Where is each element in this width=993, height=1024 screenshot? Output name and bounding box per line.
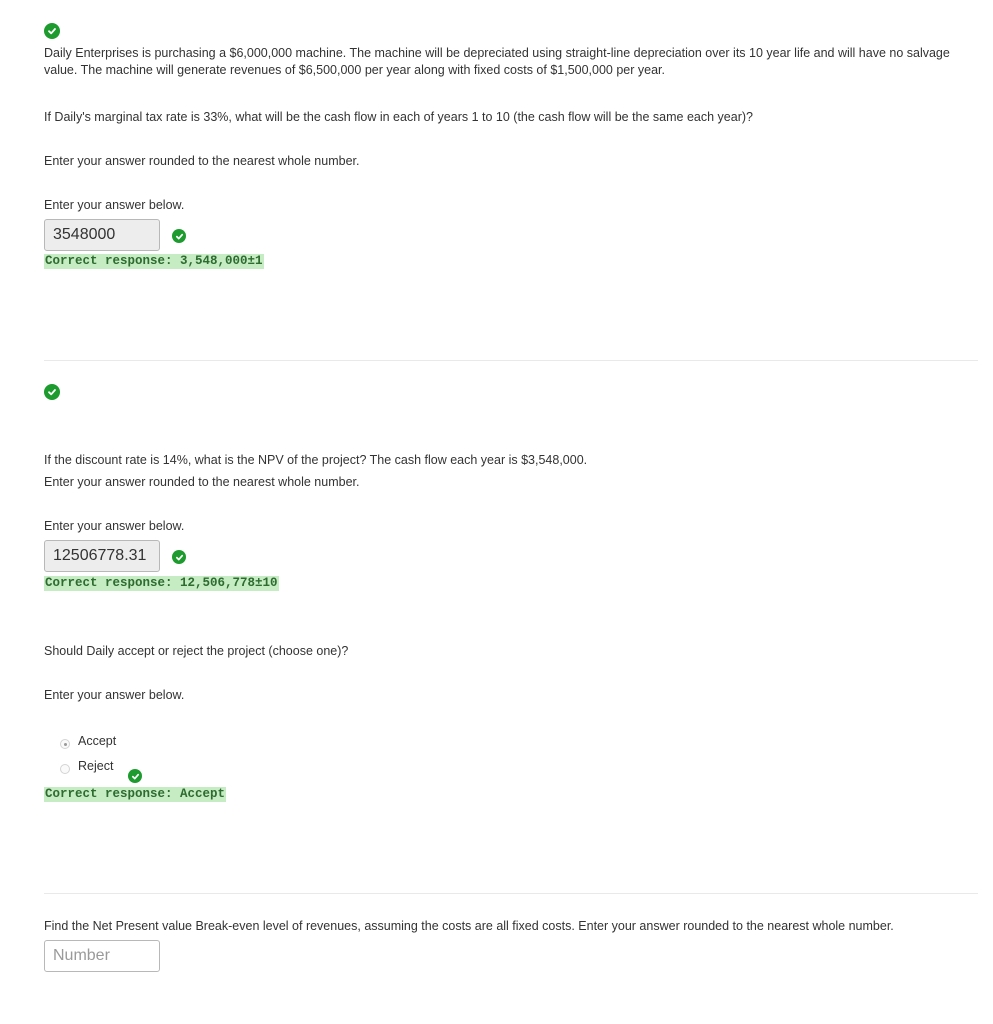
correct-response: Correct response: Accept <box>45 787 226 801</box>
answer-input[interactable]: 3548000 <box>44 219 160 251</box>
option-accept-label[interactable]: Accept <box>78 734 117 748</box>
answer-input[interactable]: 12506778.31 <box>44 540 160 572</box>
question-1-prompt: If Daily's marginal tax rate is 33%, what will be the cash flow in each of years 1 to 10 (the cash flow will be the same each year)? <box>44 110 753 124</box>
radio-accept[interactable] <box>60 739 70 749</box>
question-2-accept-reject: Should Daily accept or reject the project (choose one)? <box>44 644 349 658</box>
option-reject-label[interactable]: Reject <box>78 759 114 773</box>
correct-check-icon <box>44 23 60 39</box>
answer-label: Enter your answer below. <box>44 519 185 533</box>
section-divider <box>44 893 978 894</box>
question-2-instruction: Enter your answer rounded to the nearest whole number. <box>44 475 360 489</box>
correct-check-icon <box>44 384 60 400</box>
radio-selected-dot <box>64 743 67 746</box>
correct-check-icon <box>172 229 186 243</box>
radio-reject[interactable] <box>60 764 70 774</box>
question-1-text: Daily Enterprises is purchasing a $6,000,000 machine. The machine will be depreciated using straight-line depreciation over its 10 year life and will have no salvage value. The machine will generate revenues of $6,500,000 per year along with fixed costs of $1,500,000 per year. <box>44 46 950 77</box>
answer-label: Enter your answer below. <box>44 688 185 702</box>
number-input[interactable]: Number <box>44 940 160 972</box>
correct-check-icon <box>128 769 142 783</box>
question-2-text: If the discount rate is 14%, what is the NPV of the project? The cash flow each year is $3,548,000. <box>44 453 588 467</box>
correct-response: Correct response: 12,506,778±10 <box>45 576 278 590</box>
correct-response: Correct response: 3,548,000±1 <box>45 254 263 268</box>
answer-label: Enter your answer below. <box>44 198 185 212</box>
question-1-instruction: Enter your answer rounded to the nearest whole number. <box>44 154 360 168</box>
section-divider <box>44 360 978 361</box>
correct-check-icon <box>172 550 186 564</box>
question-3-text: Find the Net Present value Break-even level of revenues, assuming the costs are all fixed costs. Enter your answer rounded to the nearest whole number. <box>44 919 894 933</box>
